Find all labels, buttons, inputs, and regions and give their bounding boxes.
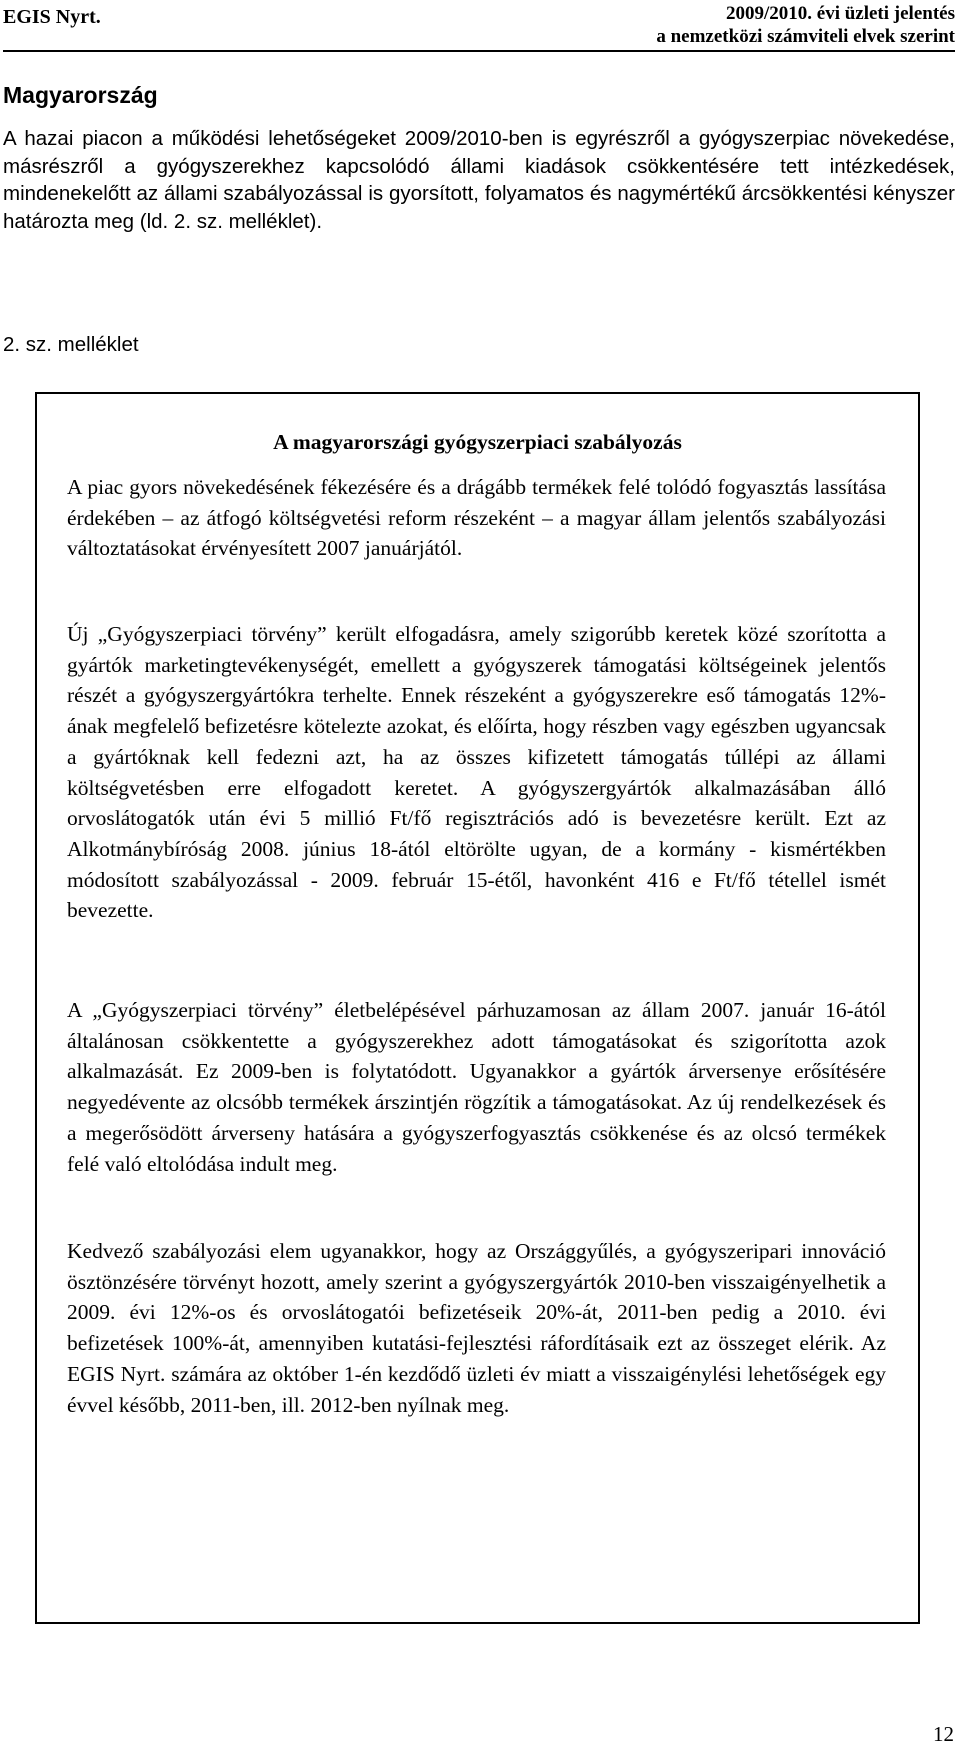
section-title: Magyarország [3,82,158,108]
annex-box [35,392,920,1624]
annex-paragraph-2: Új „Gyógyszerpiaci törvény” került elfogadásra, amely szigorúbb keretek közé szorította a gyártók marketingtevékenységét, emellett a gyógyszerek támogatási költségeinek jelentős részét a gyógyszergyártókra terhelte. Ennek részeként a gyógyszerekre eső támogatás 12%-ának megfelelő befizetésre kötelezte azokat, és előírta, hogy részben vagy egészben ugyancsak a gyártóknak kell fedezni azt, ha az összes kifizetett támogatás túllépi az állami költségvetésben erre elfogadott keretet. A gyógyszergyártók alkalmazásában álló orvoslátogatók után évi 5 millió Ft/fő regisztrációs adó is bevezetésre került. Ezt az Alkotmánybíróság 2008. június 18-ától eltörölte ugyan, de a kormány - kismértékben módosított szabályozással - 2009. február 15-étől, havonként 416 e Ft/fő tétellel ismét bevezette. [67,622,886,923]
annex-paragraph-1: A piac gyors növekedésének fékezésére és a drágább termékek felé tolódó fogyasztás lassítása érdekében – az átfogó költségvetési reform részeként – a magyar állam jelentős szabályozási változtatásokat érvényesített 2007 januárjától. [67,475,886,561]
intro-paragraph: A hazai piacon a működési lehetőségeket 2009/2010-ben is egyrészről a gyógyszerpiac növekedése, másrészről a gyógyszerekhez kapcsolódó állami kiadások csökkentésére tett intézkedések, mindenekelőtt az állami szabályozással is gyorsított, folyamatos és nagymértékű árcsökkentési kényszer határozta meg (ld. 2. sz. melléklet). [3,127,955,233]
report-title [656,2,955,48]
annex-reference: 2. sz. melléklet [3,333,139,356]
company-name: EGIS Nyrt. [3,6,101,28]
annex-paragraph-3: A „Gyógyszerpiaci törvény” életbelépésével párhuzamosan az állam 2007. január 16-ától általánosan csökkentette a gyógyszerekhez adott támogatásokat és szigorította azok alkalmazását. Ez 2009-ben is folytatódott. Ugyanakkor a gyártók árversenye erősítésére negyedévente az olcsóbb termékek árszintjén rögzítik a támogatásokat. Az új rendelkezések és a megerősödött árverseny hatására a gyógyszerfogyasztás csökkenése és az olcsó termékek felé való eltolódása indult meg. [67,998,886,1176]
annex-box-title: A magyarországi gyógyszerpiaci szabályozás [273,430,682,454]
page-number: 12 [933,1722,954,1746]
report-title-line1: 2009/2010. évi üzleti jelentés [725,3,955,24]
annex-paragraph-4: Kedvező szabályozási elem ugyanakkor, hogy az Országgyűlés, a gyógyszeripari innováció ösztönzésére törvényt hozott, amely szerint a gyógyszergyártók 2010-ben visszaigényelhetik a 2009. évi 12%-os és orvoslátogatói befizetéseik 20%-át, 2011-ben pedig a 2010. évi befizetések 100%-át, amennyiben kutatási-fejlesztési ráfordításaik ezt az összeget elérik. Az EGIS Nyrt. számára az október 1-én kezdődő üzleti év miatt a visszaigénylési lehetőségek egy évvel később, 2011-ben, ill. 2012-ben nyílnak meg. [67,1239,886,1417]
page-header [3,0,955,52]
report-title-line2: a nemzetközi számviteli elvek szerint [656,26,955,47]
